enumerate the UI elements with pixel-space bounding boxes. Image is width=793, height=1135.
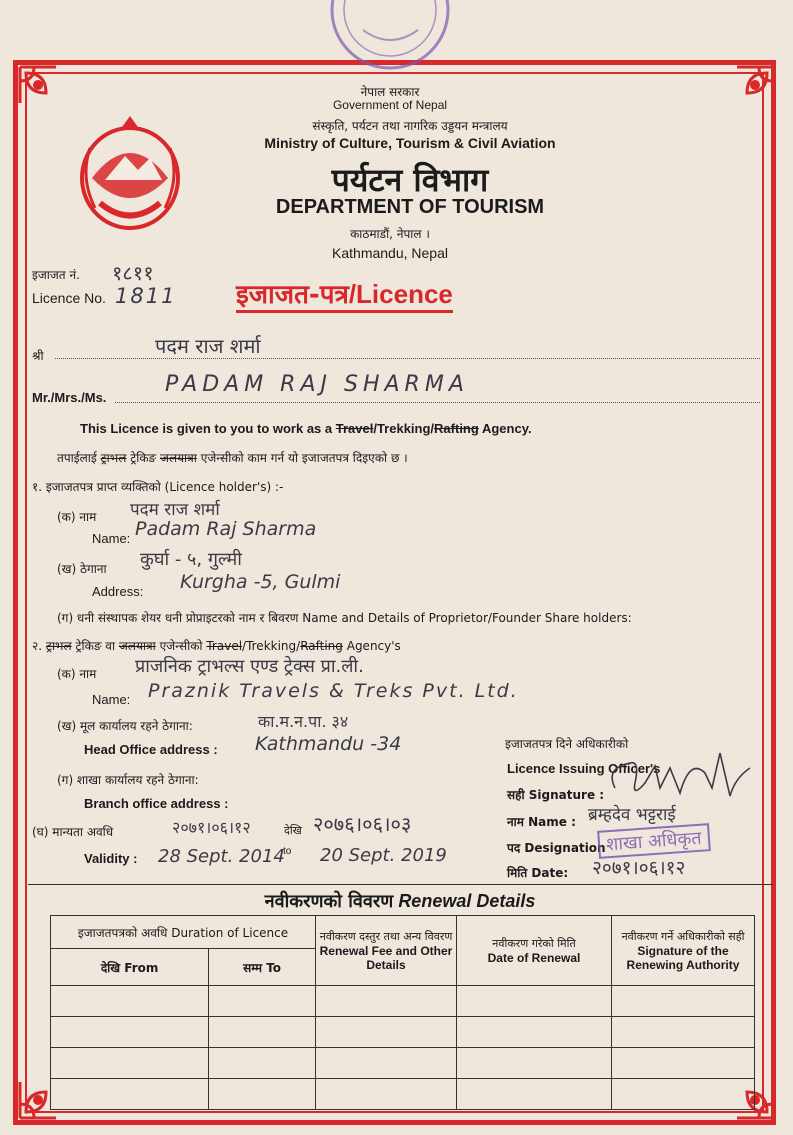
section2-name-label-en: Name: bbox=[92, 692, 131, 707]
mr-label: Mr./Mrs./Ms. bbox=[32, 390, 107, 405]
section2-head-np: का.म.न.पा. ३४ bbox=[258, 712, 349, 731]
holder-name-np: पदम राज शर्मा bbox=[155, 334, 261, 358]
officer-name-label: नाम Name : bbox=[507, 815, 576, 829]
section1-proprietor: (ग) धनी संस्थापक शेयर धनी प्रोप्राइटरको नाम र बिवरण Name and Details of Proprietor/Founder Share holders: bbox=[57, 611, 632, 625]
statement-np: तपाईलाई ट्राभल ट्रेकिङ जलयात्रा एजेन्सीको काम गर्न यो इजाजतपत्र दिइएको छ । bbox=[57, 451, 408, 465]
ministry-np: संस्कृति, पर्यटन तथा नागरिक उड्डयन मन्त्रालय bbox=[312, 119, 508, 133]
renewal-table bbox=[50, 915, 755, 1110]
section2-validity-to-np: २०७६।०६।०३ bbox=[313, 812, 412, 836]
col-date: नवीकरण गरेको मिति Date of Renewal bbox=[457, 916, 612, 986]
section2-head-label-en: Head Office address : bbox=[84, 742, 218, 757]
holder-line-en bbox=[115, 402, 760, 403]
officer-signature-label: सही Signature : bbox=[507, 788, 605, 802]
nepal-emblem-icon bbox=[70, 108, 190, 233]
section1-address-label-np: (ख) ठेगाना bbox=[57, 562, 107, 576]
government-en: Government of Nepal bbox=[332, 98, 448, 112]
section2-validity-dekhi: देखि bbox=[284, 824, 302, 837]
section2-branch-label-en: Branch office address : bbox=[84, 796, 229, 811]
section2-name-en: Praznik Travels & Treks Pvt. Ltd. bbox=[148, 680, 519, 702]
section2-name-np: प्राजनिक ट्राभल्स एण्ड ट्रेक्स प्रा.ली. bbox=[135, 656, 364, 677]
table-row bbox=[51, 916, 755, 949]
licence-no-value-np: १८११ bbox=[112, 261, 154, 285]
licence-title: इजाजत-पत्र/Licence bbox=[236, 279, 453, 313]
col-to: सम्म To bbox=[209, 949, 316, 986]
table-row bbox=[51, 1079, 755, 1110]
officer-date-label: मिति Date: bbox=[507, 866, 569, 880]
officer-signature-icon bbox=[600, 748, 770, 808]
renewal-divider bbox=[28, 884, 773, 885]
col-from: देखि From bbox=[51, 949, 209, 986]
officer-designation-stamp: शाखा अधिकृत bbox=[597, 823, 710, 859]
col-signature: नवीकरण गर्ने अधिकारीको सही Signature of the Renewing Authority bbox=[612, 916, 755, 986]
city-np: काठमाडौं, नेपाल । bbox=[350, 227, 430, 241]
section1-heading: १. इजाजतपत्र प्राप्त व्यक्तिको (Licence holder's) :- bbox=[32, 480, 284, 494]
section1-name-label-en: Name: bbox=[92, 531, 131, 546]
licence-no-value-en: 1811 bbox=[115, 284, 177, 308]
section2-validity-from-en: 28 Sept. 2014 bbox=[158, 846, 285, 867]
section2-validity-label-en: Validity : bbox=[84, 851, 138, 866]
officer-designation-label: पद Designation bbox=[507, 841, 606, 855]
officer-date-value: २०७१।०६।१२ bbox=[592, 857, 686, 879]
officer-title-en: Licence Issuing Officer's bbox=[507, 761, 661, 776]
section1-name-label-np: (क) नाम bbox=[57, 510, 97, 524]
section2-branch-label-np: (ग) शाखा कार्यालय रहने ठेगाना: bbox=[57, 773, 199, 787]
section1-address-label-en: Address: bbox=[92, 584, 144, 599]
section2-heading: २. ट्राभल ट्रेकिङ वा जलयात्रा एजेन्सीको Travel/Trekking/Rafting Agency's bbox=[32, 639, 401, 653]
section2-validity-from-np: २०७१।०६।१२ bbox=[172, 818, 251, 837]
holder-name-en: PADAM RAJ SHARMA bbox=[165, 372, 469, 397]
officer-name-value: ब्रम्हदेव भट्टराई bbox=[588, 805, 676, 825]
table-row bbox=[51, 1048, 755, 1079]
shri-label: श्री bbox=[32, 349, 44, 363]
official-stamp-icon bbox=[318, 0, 463, 70]
table-row bbox=[51, 1017, 755, 1048]
section2-head-en: Kathmandu -34 bbox=[255, 733, 402, 755]
department-np: पर्यटन विभाग bbox=[331, 161, 489, 199]
city-en: Kathmandu, Nepal bbox=[332, 245, 448, 261]
officer-title-np: इजाजतपत्र दिने अधिकारीको bbox=[505, 737, 629, 751]
section2-name-label-np: (क) नाम bbox=[57, 667, 97, 681]
section2-validity-label-np: (घ) मान्यता अवधि bbox=[32, 825, 114, 839]
renewal-title: नवीकरणको विवरण Renewal Details bbox=[264, 891, 536, 912]
licence-no-label-en: Licence No. bbox=[32, 290, 106, 306]
section1-address-en: Kurgha -5, Gulmi bbox=[180, 571, 341, 593]
col-duration: इजाजतपत्रको अवधि Duration of Licence bbox=[51, 916, 316, 949]
department-en: DEPARTMENT OF TOURISM bbox=[275, 196, 545, 218]
ministry-en: Ministry of Culture, Tourism & Civil Aviation bbox=[264, 135, 556, 151]
licence-no-label-np: इजाजत नं. bbox=[32, 268, 80, 282]
section2-validity-to-en: 20 Sept. 2019 bbox=[320, 845, 447, 866]
section1-name-np: पदम राज शर्मा bbox=[130, 500, 220, 520]
section1-name-en: Padam Raj Sharma bbox=[135, 518, 317, 540]
statement-en: This Licence is given to you to work as a Travel/Trekking/Rafting Agency. bbox=[80, 421, 532, 436]
section2-head-label-np: (ख) मूल कार्यालय रहने ठेगाना: bbox=[57, 719, 193, 733]
section1-address-np: कुर्घा - ५, गुल्मी bbox=[140, 549, 242, 570]
government-np: नेपाल सरकार bbox=[360, 85, 420, 99]
col-fee: नवीकरण दस्तुर तथा अन्य विवरण Renewal Fee and Other Details bbox=[316, 916, 457, 986]
corner-ornament-icon bbox=[16, 63, 76, 123]
corner-ornament-icon bbox=[717, 63, 777, 123]
table-row bbox=[51, 986, 755, 1017]
section2-validity-to-word: to bbox=[283, 846, 292, 857]
